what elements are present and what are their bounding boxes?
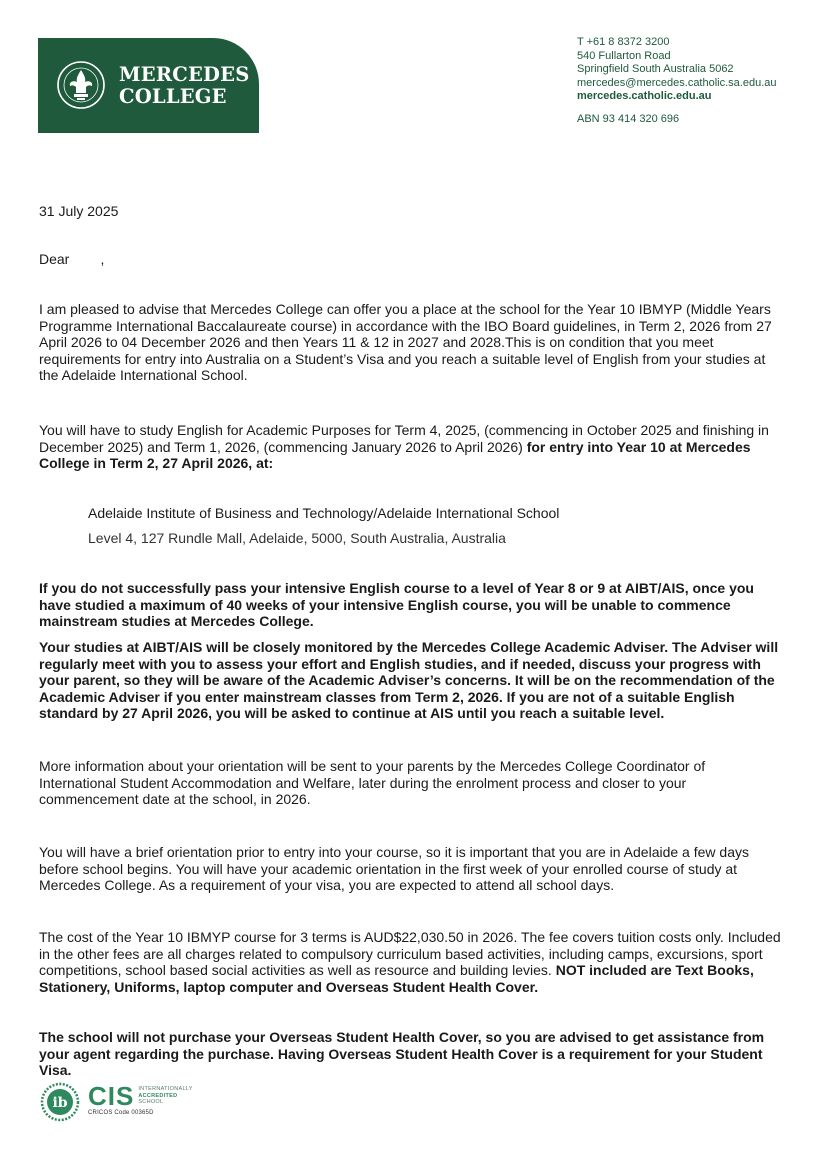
paragraph-orientation-brief: You will have a brief orientation prior to entry into your course, so it is important that you are in Adelaide a few days before school begins. You will have your academic orientation in the first week of your enrolled course of study at Mercedes College. As a requirement of your visa, you are expected to attend all school days. — [39, 844, 749, 894]
institution-address: Level 4, 127 Rundle Mall, Adelaide, 5000, South Australia, Australia — [88, 530, 506, 546]
college-logo — [38, 38, 259, 133]
email-address[interactable]: mercedes@mercedes.catholic.sa.edu.au — [577, 76, 777, 89]
paragraph-academic-adviser: Your studies at AIBT/AIS will be closely monitored by the Mercedes College Academic Adviser. The Adviser will regularly meet with you to assess your effort and English studies, and if needed, discuss your progress with your parent, so they will be aware of the Academic Adviser’s concerns. It will be on the recommendation of the Academic Adviser if you enter mainstream classes from Term 2, 2026. If you are not of a suitable English standard by 27 April 2026, you will be asked to continue at AIS until you reach a suitable level. — [39, 639, 779, 722]
logo-line-2: COLLEGE — [119, 85, 227, 108]
salutation: Dear , — [39, 251, 105, 267]
paragraph-english-study-bold: for entry into Year 10 at Mercedes College in Term 2, 27 April 2026, at: — [39, 438, 751, 472]
cis-line-2: ACCREDITED — [138, 1092, 178, 1099]
paragraph-offer: I am pleased to advise that Mercedes College can offer you a place at the school for the Year 10 IBMYP (Middle Years Programme International Baccalaureate course) in accordance with the IBO Board guidelines, in Term 2, 2026 from 27 April 2026 to 04 December 2026 and then Years 11 & 12 in 2027 and 2028.This is on condition that you meet requirements for entry into Australia on a Student’s Visa and you reach a suitable level of English from your studies at the Adelaide International School. — [39, 301, 772, 384]
ib-logo-icon — [40, 1082, 80, 1122]
ib-mark-text: ib — [52, 1095, 68, 1111]
cis-accreditation — [88, 1081, 193, 1116]
paragraph-course-cost-text: The cost of the Year 10 IBMYP course for 3 terms is AUD$22,030.50 in 2026. The fee covers tuition costs only. Included in the other fees are all charges related to compulsory curriculum based activities, including camps, excursions, sport competitions, school based social activities as well as resource and building levies. — [39, 929, 781, 979]
phone-number: T +61 8 8372 3200 — [577, 36, 670, 48]
paragraph-course-cost-bold: NOT included are Text Books, Stationery, Uniforms, laptop computer and Overseas Student Health Cover. — [39, 962, 754, 995]
institution-name: Adelaide Institute of Business and Technology/Adelaide International School — [88, 505, 560, 521]
street-address: 540 Fullarton Road — [577, 49, 671, 62]
paragraph-health-cover: The school will not purchase your Overseas Student Health Cover, so you are advised to get assistance from your agent regarding the purchase. Having Overseas Student Health Cover is a requirement for your Student Visa. — [39, 1029, 765, 1079]
paragraph-english-study-text: You will have to study English for Academic Purposes for Term 4, 2025, (commencing in October 2025 and finishing in December 2025) and Term 1, 2026, (commencing January 2026 to April 2026) — [39, 422, 769, 455]
logo-line-1: MERCEDES — [119, 63, 250, 86]
abn-number: ABN 93 414 320 696 — [577, 112, 680, 125]
website-link[interactable]: mercedes.catholic.edu.au — [577, 90, 712, 103]
cis-description — [138, 1086, 192, 1106]
logo-wordmark — [119, 64, 250, 108]
cricos-code: CRICOS Code 00365D — [88, 1110, 154, 1116]
paragraph-course-cost — [39, 929, 781, 995]
paragraph-orientation-info: More information about your orientation will be sent to your parents by the Mercedes College Coordinator of International Student Accommodation and Welfare, later during the enrolment process and closer to your commencement date at the school, in 2026. — [39, 758, 706, 808]
paragraph-english-study — [39, 422, 781, 472]
letter-date: 31 July 2025 — [39, 203, 119, 219]
paragraph-english-requirement: If you do not successfully pass your intensive English course to a level of Year 8 or 9 at AIBT/AIS, once you have studied a maximum of 40 weeks of your intensive English course, you will be unable to commence mainstream studies at Mercedes College. — [39, 580, 754, 630]
cis-line-3: SCHOOL — [138, 1099, 164, 1106]
cis-line-1: INTERNATIONALLY — [138, 1086, 193, 1093]
suburb-address: Springfield South Australia 5062 — [577, 63, 734, 76]
crest-icon — [56, 60, 106, 110]
cis-label: CIS — [88, 1081, 135, 1111]
contact-details — [577, 36, 807, 127]
